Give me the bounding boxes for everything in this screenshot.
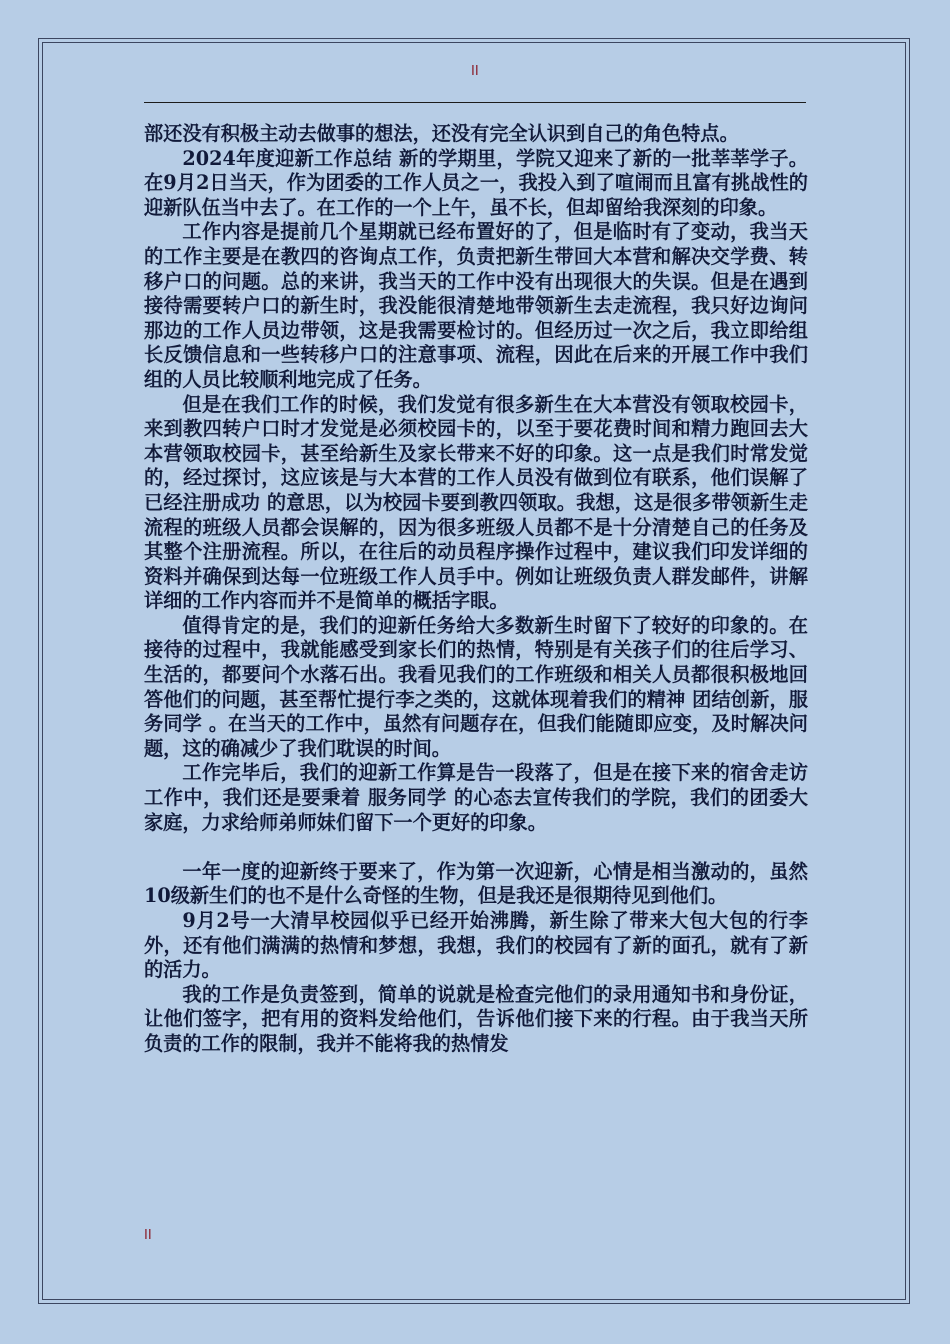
paragraph-5: 值得肯定的是，我们的迎新任务给大多数新生时留下了较好的印象的。在接待的过程中，我就能感受到家长们的热情，特别是有关孩子们的往后学习、生活的，都要问个水落石出。我看见我们的工作班级和相关人员都很积极地回答他们的问题，甚至帮忙提行李之类的，这就体现着我们的精神 团结创新，服务同学 。在当天的工作中，虽然有问题存在，但我们能随即应变，及时解决问题，这的确减少了我们耽误的时间。 bbox=[144, 613, 808, 760]
footer-mark: II bbox=[144, 1228, 152, 1243]
paragraph-3: 工作内容是提前几个星期就已经布置好的了，但是临时有了变动，我当天的工作主要是在教四的咨询点工作，负责把新生带回大本营和解决交学费、转移户口的问题。总的来讲，我当天的工作中没有出现很大的失误。但是在遇到接待需要转户口的新生时，我没能很清楚地带领新生去走流程，我只好边询问那边的工作人员边带领，这是我需要检讨的。但经历过一次之后，我立即给组长反馈信息和一些转移户口的注意事项、流程，因此在后来的开展工作中我们组的人员比较顺利地完成了任务。 bbox=[144, 220, 808, 391]
paragraph-spacer bbox=[144, 835, 808, 860]
header-mark: II bbox=[471, 64, 479, 79]
paragraph-1: 部还没有积极主动去做事的想法，还没有完全认识到自己的角色特点。 bbox=[144, 122, 739, 145]
document-body bbox=[144, 122, 808, 1057]
paragraph-2: 2024年度迎新工作总结 新的学期里，学院又迎来了新的一批莘莘学子。在9月2日当天，作为团委的工作人员之一，我投入到了喧闹而且富有挑战性的迎新队伍当中去了。在工作的一个上午，虽不长，但却留给我深刻的印象。 bbox=[144, 146, 808, 219]
paragraph-8: 9月2号一大清早校园似乎已经开始沸腾，新生除了带来大包大包的行李外，还有他们满满的热情和梦想，我想，我们的校园有了新的面孔，就有了新的活力。 bbox=[144, 909, 808, 982]
paragraph-4: 但是在我们工作的时候，我们发觉有很多新生在大本营没有领取校园卡，来到教四转户口时才发觉是必须校园卡的，以至于要花费时间和精力跑回去大本营领取校园卡，甚至给新生及家长带来不好的印象。这一点是我们时常发觉的，经过探讨，这应该是与大本营的工作人员没有做到位有联系，他们误解了 已经注册成功 的意思，以为校园卡要到教四领取。我想，这是很多带领新生走流程的班级人员都会误解的，因为很多班级人员都不是十分清楚自己的任务及其整个注册流程。所以，在往后的动员程序操作过程中，建议我们印发详细的资料并确保到达每一位班级工作人员手中。例如让班级负责人群发邮件，讲解详细的工作内容而并不是简单的概括字眼。 bbox=[144, 392, 808, 613]
paragraph-9: 我的工作是负责签到，简单的说就是检查完他们的录用通知书和身份证，让他们签字，把有用的资料发给他们，告诉他们接下来的行程。由于我当天所负责的工作的限制，我并不能将我的热情发 bbox=[144, 982, 808, 1055]
paragraph-6: 工作完毕后，我们的迎新工作算是告一段落了，但是在接下来的宿舍走访工作中，我们还是要秉着 服务同学 的心态去宣传我们的学院，我们的团委大家庭，力求给师弟师妹们留下一个更好的印象。 bbox=[144, 761, 808, 834]
paragraph-7: 一年一度的迎新终于要来了，作为第一次迎新，心情是相当激动的，虽然10级新生们的也不是什么奇怪的生物，但是我还是很期待见到他们。 bbox=[144, 859, 808, 908]
header-rule bbox=[144, 102, 806, 103]
